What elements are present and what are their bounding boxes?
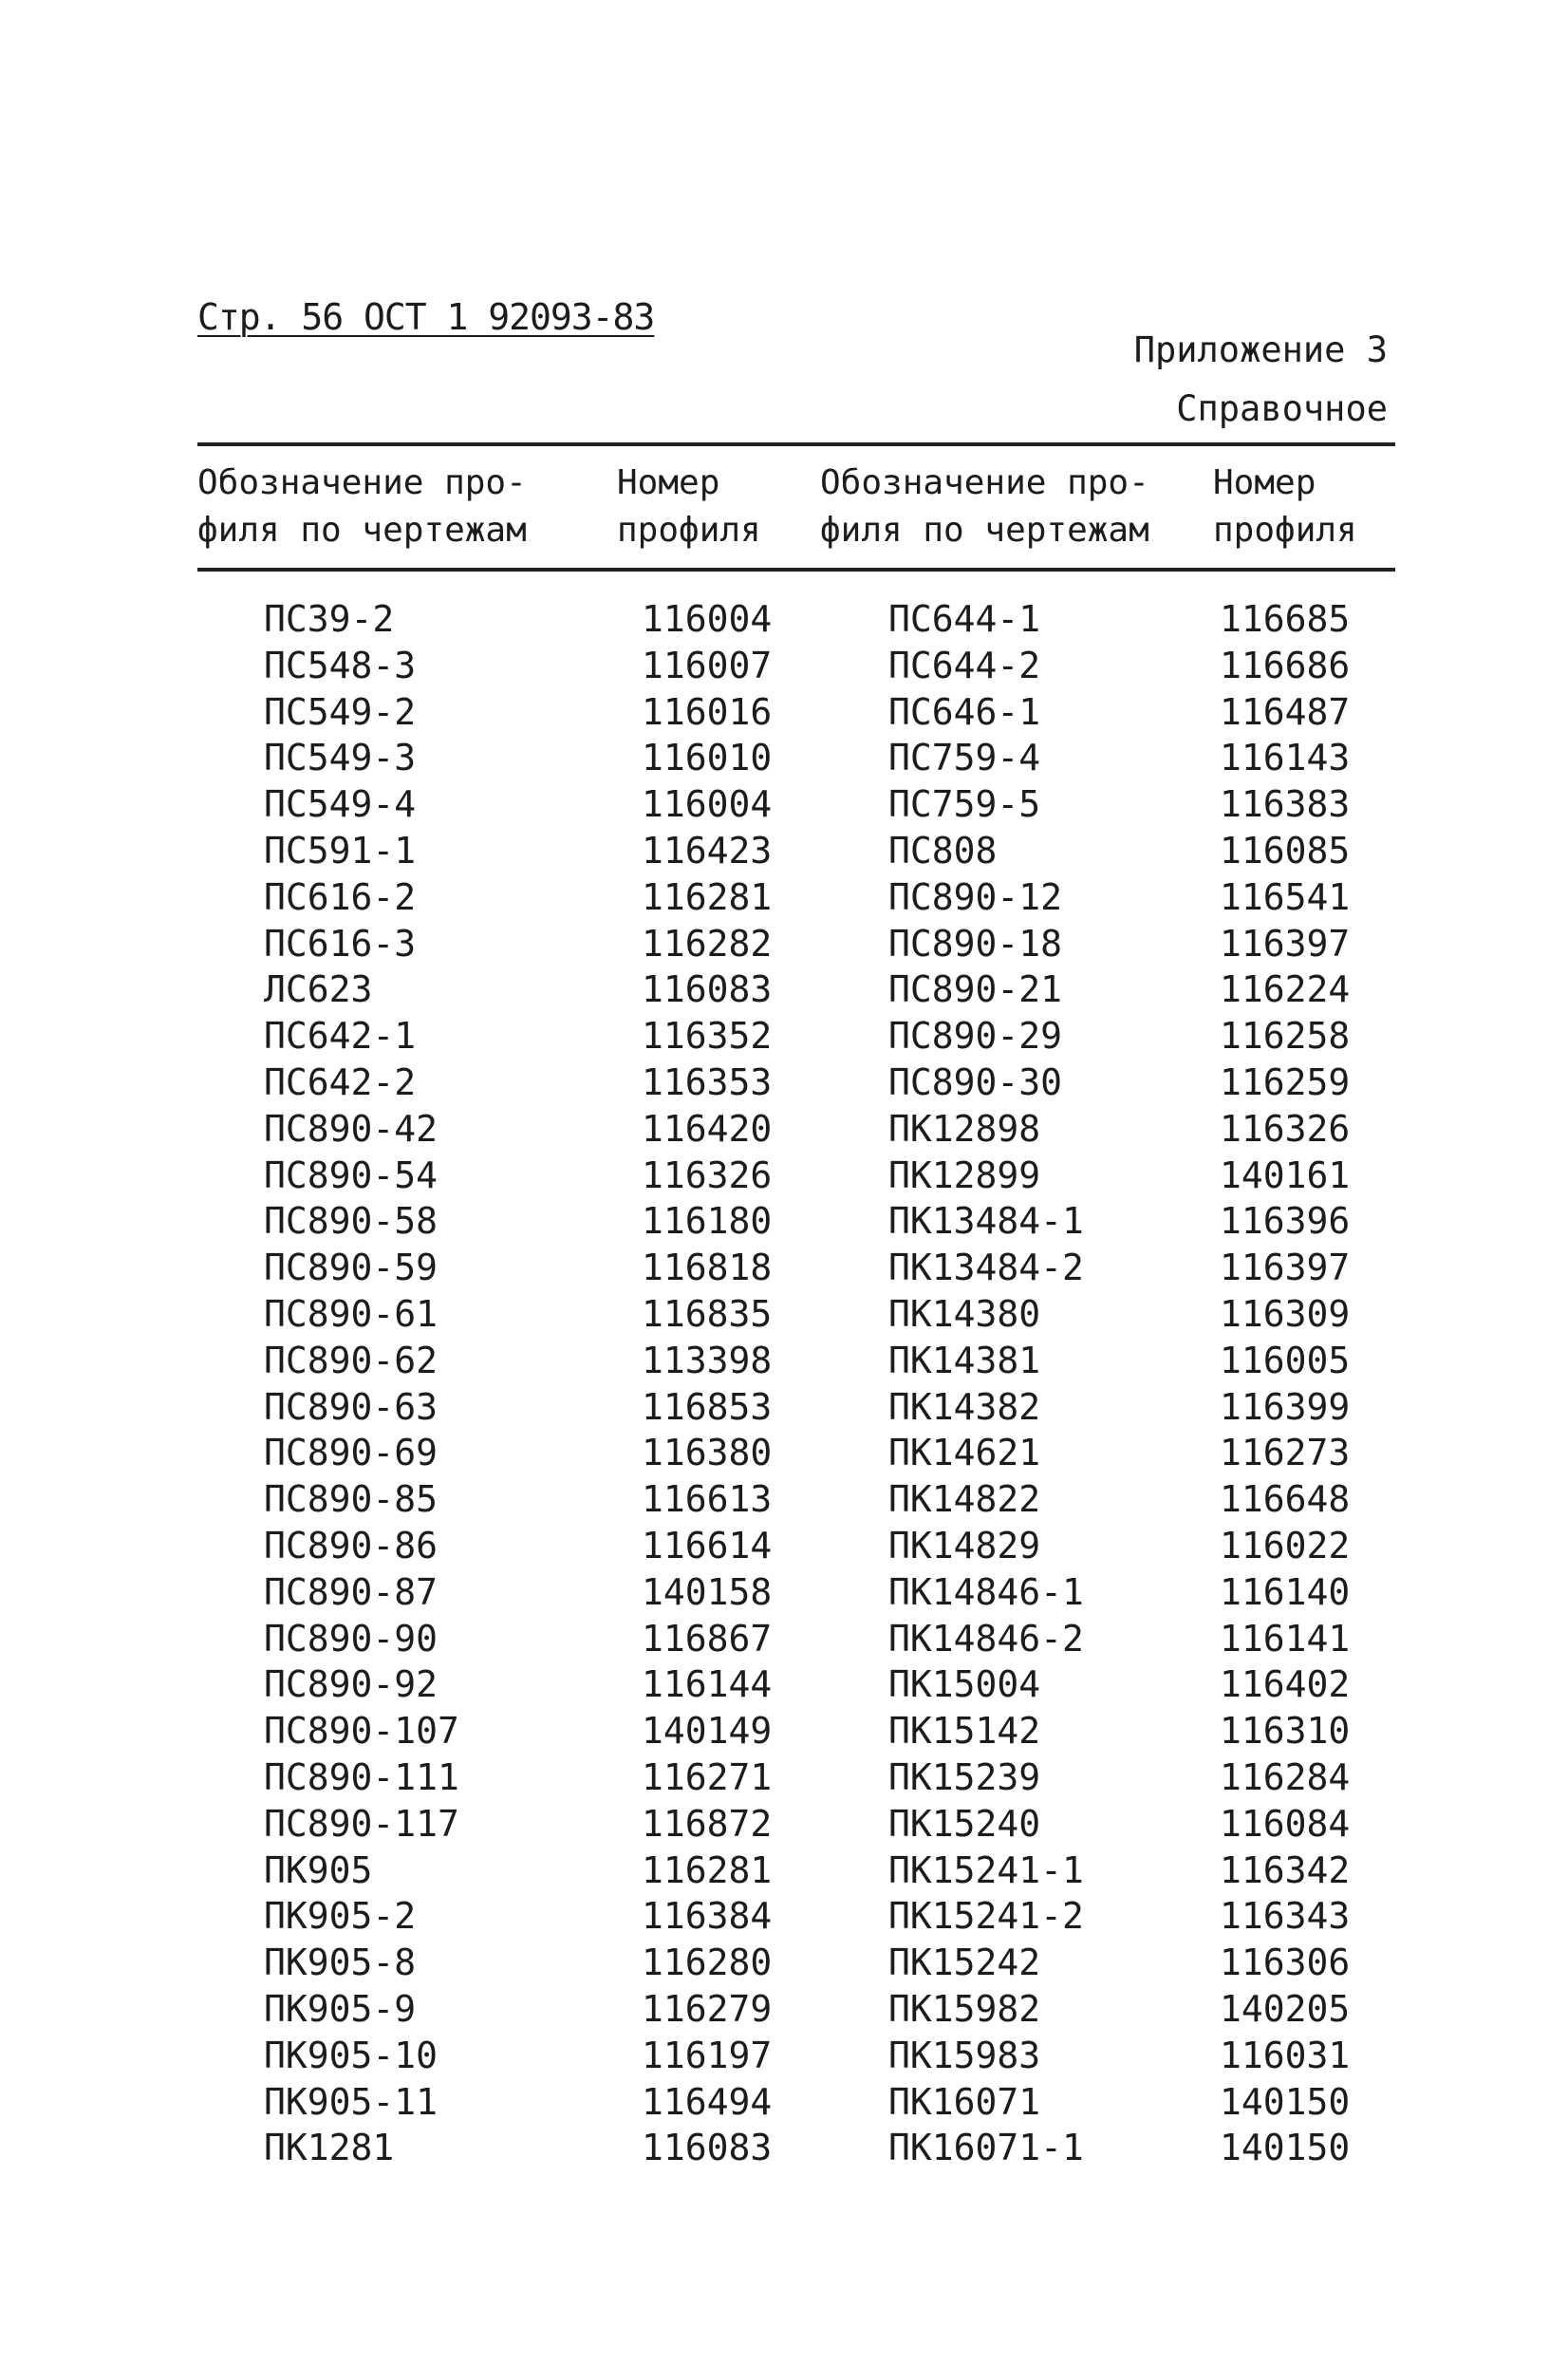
table-row bbox=[0, 921, 1568, 967]
cell-profile-number-left: 116280 bbox=[642, 1942, 773, 1984]
cell-profile-number-right: 116396 bbox=[1220, 1200, 1351, 1243]
page-reference: Стр. 56 ОСТ 1 92093-83 bbox=[197, 296, 655, 338]
cell-designation-left: ПС890-69 bbox=[264, 1432, 439, 1474]
cell-profile-number-left: 116007 bbox=[642, 644, 773, 686]
cell-profile-number-left: 116010 bbox=[642, 737, 773, 779]
cell-profile-number-right: 116005 bbox=[1220, 1339, 1351, 1381]
appendix-label bbox=[1134, 321, 1388, 439]
cell-designation-left: ПК905-9 bbox=[264, 1987, 417, 2030]
cell-designation-right: ПС644-1 bbox=[888, 598, 1041, 640]
cell-profile-number-right: 116648 bbox=[1220, 1478, 1351, 1521]
cell-designation-left: ПС890-87 bbox=[264, 1570, 439, 1613]
table-row bbox=[0, 1245, 1568, 1291]
table-row bbox=[0, 1523, 1568, 1569]
cell-designation-left: ПС890-58 bbox=[264, 1200, 439, 1243]
cell-designation-right: ПК14381 bbox=[888, 1339, 1041, 1381]
table-row bbox=[0, 874, 1568, 921]
table-row bbox=[0, 2125, 1568, 2171]
table-row bbox=[0, 1616, 1568, 1662]
cell-designation-left: ЛС623 bbox=[264, 968, 373, 1011]
cell-designation-right: ПС890-18 bbox=[888, 922, 1063, 965]
table-row bbox=[0, 1986, 1568, 2033]
cell-designation-right: ПС890-21 bbox=[888, 968, 1063, 1011]
table-row bbox=[0, 735, 1568, 781]
cell-designation-left: ПК905-8 bbox=[264, 1942, 417, 1984]
cell-designation-right: ПК14846-2 bbox=[888, 1617, 1084, 1660]
table-row bbox=[0, 966, 1568, 1013]
table-row bbox=[0, 1106, 1568, 1153]
cell-designation-right: ПК15241-2 bbox=[888, 1895, 1084, 1938]
cell-profile-number-left: 116867 bbox=[642, 1617, 773, 1660]
table-row bbox=[0, 1940, 1568, 1986]
cell-designation-right: ПК16071 bbox=[888, 2080, 1041, 2123]
table-row bbox=[0, 1708, 1568, 1754]
cell-profile-number-left: 140158 bbox=[642, 1570, 773, 1613]
cell-designation-right: ПС890-30 bbox=[888, 1060, 1063, 1103]
cell-profile-number-left: 116279 bbox=[642, 1987, 773, 2030]
appendix-type: Справочное bbox=[1176, 388, 1388, 429]
cell-profile-number-right: 116541 bbox=[1220, 875, 1351, 918]
cell-designation-right: ПС890-12 bbox=[888, 875, 1063, 918]
table-row bbox=[0, 1060, 1568, 1106]
cell-designation-left: ПК905 bbox=[264, 1848, 373, 1891]
cell-designation-right: ПК14822 bbox=[888, 1478, 1041, 1521]
cell-profile-number-right: 116397 bbox=[1220, 922, 1351, 965]
table-row bbox=[0, 643, 1568, 689]
cell-designation-left: ПС890-117 bbox=[264, 1802, 459, 1845]
cell-profile-number-right: 116143 bbox=[1220, 737, 1351, 779]
cell-designation-right: ПК14846-1 bbox=[888, 1570, 1084, 1613]
cell-designation-left: ПС890-111 bbox=[264, 1755, 459, 1798]
cell-designation-left: ПС890-62 bbox=[264, 1339, 439, 1381]
table-row bbox=[0, 1013, 1568, 1060]
cell-designation-left: ПС890-42 bbox=[264, 1107, 439, 1150]
cell-designation-right: ПК13484-2 bbox=[888, 1247, 1084, 1289]
cell-profile-number-right: 116383 bbox=[1220, 783, 1351, 826]
cell-profile-number-right: 116343 bbox=[1220, 1895, 1351, 1938]
table-row bbox=[0, 596, 1568, 643]
cell-profile-number-left: 116853 bbox=[642, 1385, 773, 1428]
cell-designation-left: ПС890-86 bbox=[264, 1524, 439, 1567]
table-top-rule bbox=[197, 442, 1395, 446]
cell-profile-number-left: 116016 bbox=[642, 690, 773, 733]
table-row bbox=[0, 1476, 1568, 1523]
cell-designation-right: ПК13484-1 bbox=[888, 1200, 1084, 1243]
cell-designation-right: ПК15240 bbox=[888, 1802, 1041, 1845]
cell-profile-number-left: 116352 bbox=[642, 1015, 773, 1058]
column-header-profile-number-2: Номер профиля bbox=[1213, 463, 1357, 550]
cell-profile-number-left: 116004 bbox=[642, 598, 773, 640]
cell-designation-left: ПС890-92 bbox=[264, 1663, 439, 1706]
cell-designation-right: ПК12899 bbox=[888, 1154, 1041, 1196]
cell-designation-right: ПК15983 bbox=[888, 2034, 1041, 2076]
cell-designation-left: ПС642-1 bbox=[264, 1015, 417, 1058]
table-body bbox=[0, 596, 1568, 2171]
table-row bbox=[0, 1338, 1568, 1384]
cell-designation-left: ПС890-54 bbox=[264, 1154, 439, 1196]
cell-profile-number-right: 116284 bbox=[1220, 1755, 1351, 1798]
cell-profile-number-left: 116494 bbox=[642, 2080, 773, 2123]
cell-profile-number-right: 140150 bbox=[1220, 2127, 1351, 2169]
cell-profile-number-right: 116399 bbox=[1220, 1385, 1351, 1428]
cell-designation-left: ПС616-3 bbox=[264, 922, 417, 965]
table-row bbox=[0, 2033, 1568, 2079]
cell-designation-left: ПС549-4 bbox=[264, 783, 417, 826]
cell-profile-number-right: 116487 bbox=[1220, 690, 1351, 733]
cell-designation-right: ПС808 bbox=[888, 829, 998, 872]
cell-profile-number-left: 116281 bbox=[642, 875, 773, 918]
cell-profile-number-left: 116613 bbox=[642, 1478, 773, 1521]
cell-designation-left: ПС890-90 bbox=[264, 1617, 439, 1660]
cell-profile-number-right: 116310 bbox=[1220, 1710, 1351, 1753]
cell-designation-left: ПС642-2 bbox=[264, 1060, 417, 1103]
cell-profile-number-right: 116273 bbox=[1220, 1432, 1351, 1474]
cell-profile-number-left: 116083 bbox=[642, 968, 773, 1011]
cell-profile-number-right: 116031 bbox=[1220, 2034, 1351, 2076]
cell-designation-left: ПК905-10 bbox=[264, 2034, 439, 2076]
cell-profile-number-left: 116614 bbox=[642, 1524, 773, 1567]
table-row bbox=[0, 1384, 1568, 1431]
table-row bbox=[0, 1569, 1568, 1616]
cell-profile-number-left: 116380 bbox=[642, 1432, 773, 1474]
table-row bbox=[0, 781, 1568, 828]
table-row bbox=[0, 1198, 1568, 1245]
table-row bbox=[0, 1848, 1568, 1894]
cell-profile-number-right: 116326 bbox=[1220, 1107, 1351, 1150]
cell-designation-right: ПК14621 bbox=[888, 1432, 1041, 1474]
cell-profile-number-left: 116083 bbox=[642, 2127, 773, 2169]
cell-designation-right: ПК12898 bbox=[888, 1107, 1041, 1150]
column-header-designation-1: Обозначение про- филя по чертежам bbox=[197, 463, 527, 550]
cell-profile-number-right: 116309 bbox=[1220, 1292, 1351, 1335]
cell-profile-number-left: 113398 bbox=[642, 1339, 773, 1381]
cell-profile-number-right: 116258 bbox=[1220, 1015, 1351, 1058]
cell-profile-number-left: 116282 bbox=[642, 922, 773, 965]
cell-profile-number-left: 116281 bbox=[642, 1848, 773, 1891]
cell-profile-number-left: 116271 bbox=[642, 1755, 773, 1798]
cell-designation-right: ПК15241-1 bbox=[888, 1848, 1084, 1891]
cell-designation-right: ПС759-4 bbox=[888, 737, 1041, 779]
cell-designation-left: ПС890-59 bbox=[264, 1247, 439, 1289]
table-row bbox=[0, 1661, 1568, 1708]
appendix-number: Приложение 3 bbox=[1133, 329, 1388, 370]
cell-profile-number-right: 116306 bbox=[1220, 1942, 1351, 1984]
cell-profile-number-left: 140149 bbox=[642, 1710, 773, 1753]
cell-profile-number-right: 116140 bbox=[1220, 1570, 1351, 1613]
cell-designation-left: ПС548-3 bbox=[264, 644, 417, 686]
table-row bbox=[0, 1893, 1568, 1940]
cell-designation-right: ПК15004 bbox=[888, 1663, 1041, 1706]
table-row bbox=[0, 689, 1568, 736]
cell-designation-right: ПК16071-1 bbox=[888, 2127, 1084, 2169]
cell-profile-number-right: 116259 bbox=[1220, 1060, 1351, 1103]
cell-profile-number-right: 140161 bbox=[1220, 1154, 1351, 1196]
cell-profile-number-right: 116084 bbox=[1220, 1802, 1351, 1845]
cell-designation-left: ПК905-2 bbox=[264, 1895, 417, 1938]
cell-designation-right: ПК15242 bbox=[888, 1942, 1041, 1984]
cell-designation-left: ПС890-85 bbox=[264, 1478, 439, 1521]
cell-designation-right: ПК14380 bbox=[888, 1292, 1041, 1335]
column-header-designation-2: Обозначение про- филя по чертежам bbox=[820, 463, 1149, 550]
cell-profile-number-right: 116686 bbox=[1220, 644, 1351, 686]
table-row bbox=[0, 1291, 1568, 1338]
table-row bbox=[0, 1153, 1568, 1199]
cell-designation-left: ПС890-107 bbox=[264, 1710, 459, 1753]
cell-profile-number-left: 116326 bbox=[642, 1154, 773, 1196]
cell-profile-number-left: 116197 bbox=[642, 2034, 773, 2076]
cell-profile-number-right: 116402 bbox=[1220, 1663, 1351, 1706]
cell-profile-number-right: 116141 bbox=[1220, 1617, 1351, 1660]
cell-designation-left: ПС890-61 bbox=[264, 1292, 439, 1335]
cell-profile-number-right: 116224 bbox=[1220, 968, 1351, 1011]
cell-designation-left: ПС549-2 bbox=[264, 690, 417, 733]
cell-profile-number-left: 116384 bbox=[642, 1895, 773, 1938]
cell-profile-number-right: 116397 bbox=[1220, 1247, 1351, 1289]
table-row bbox=[0, 2079, 1568, 2126]
table-row bbox=[0, 1430, 1568, 1476]
cell-profile-number-right: 116685 bbox=[1220, 598, 1351, 640]
cell-designation-right: ПК15239 bbox=[888, 1755, 1041, 1798]
cell-designation-right: ПК14829 bbox=[888, 1524, 1041, 1567]
cell-designation-left: ПК1281 bbox=[264, 2127, 395, 2169]
cell-profile-number-right: 116022 bbox=[1220, 1524, 1351, 1567]
cell-profile-number-right: 116085 bbox=[1220, 829, 1351, 872]
cell-designation-right: ПК14382 bbox=[888, 1385, 1041, 1428]
cell-designation-right: ПС759-5 bbox=[888, 783, 1041, 826]
cell-designation-left: ПС39-2 bbox=[264, 598, 395, 640]
cell-designation-left: ПС591-1 bbox=[264, 829, 417, 872]
cell-designation-right: ПС646-1 bbox=[888, 690, 1041, 733]
cell-profile-number-left: 116144 bbox=[642, 1663, 773, 1706]
table-header-rule bbox=[197, 568, 1395, 572]
cell-profile-number-left: 116180 bbox=[642, 1200, 773, 1243]
cell-profile-number-right: 140205 bbox=[1220, 1987, 1351, 2030]
cell-designation-left: ПК905-11 bbox=[264, 2080, 439, 2123]
cell-profile-number-right: 116342 bbox=[1220, 1848, 1351, 1891]
cell-designation-left: ПС549-3 bbox=[264, 737, 417, 779]
cell-profile-number-left: 116872 bbox=[642, 1802, 773, 1845]
cell-designation-right: ПС890-29 bbox=[888, 1015, 1063, 1058]
cell-designation-right: ПК15142 bbox=[888, 1710, 1041, 1753]
cell-profile-number-left: 116420 bbox=[642, 1107, 773, 1150]
cell-designation-left: ПС616-2 bbox=[264, 875, 417, 918]
cell-profile-number-left: 116835 bbox=[642, 1292, 773, 1335]
table-row bbox=[0, 828, 1568, 874]
table-row bbox=[0, 1801, 1568, 1848]
cell-designation-left: ПС890-63 bbox=[264, 1385, 439, 1428]
table-row bbox=[0, 1754, 1568, 1801]
cell-profile-number-left: 116423 bbox=[642, 829, 773, 872]
cell-designation-right: ПС644-2 bbox=[888, 644, 1041, 686]
column-header-profile-number-1: Номер профиля bbox=[617, 463, 761, 550]
cell-profile-number-right: 140150 bbox=[1220, 2080, 1351, 2123]
cell-profile-number-left: 116818 bbox=[642, 1247, 773, 1289]
cell-profile-number-left: 116353 bbox=[642, 1060, 773, 1103]
cell-profile-number-left: 116004 bbox=[642, 783, 773, 826]
cell-designation-right: ПК15982 bbox=[888, 1987, 1041, 2030]
